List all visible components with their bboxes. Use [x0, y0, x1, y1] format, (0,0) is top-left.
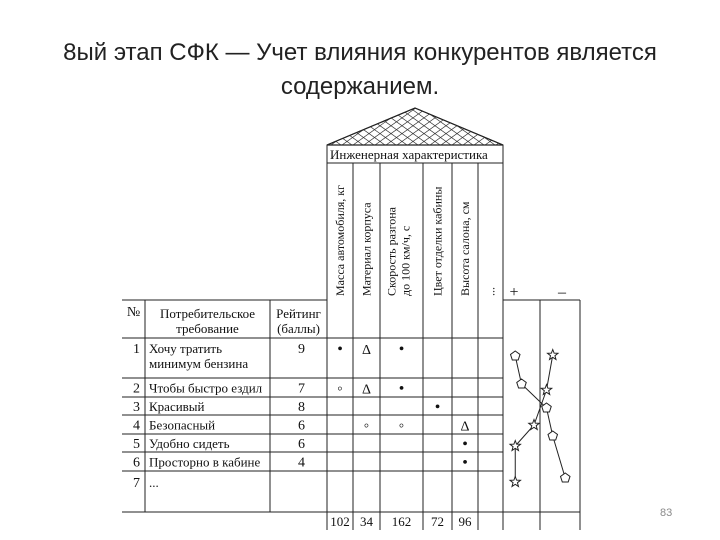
roof-hatch-line [256, 108, 308, 145]
roof-hatch-line [474, 108, 526, 145]
competitor-a-point [548, 431, 558, 440]
minus-label: – [558, 284, 566, 301]
col-no-header: № [126, 305, 141, 320]
roof-hatch-line [608, 108, 660, 145]
roof-hatch-line [597, 108, 649, 145]
roof-hatch-line [199, 108, 251, 145]
row-requirement: ... [149, 475, 159, 490]
relation-symbol: • [462, 436, 468, 453]
title-line-1: 8ый этап СФК — Учет влияния конкурентов является [63, 39, 657, 66]
row-requirement: Красивый [149, 399, 205, 414]
relation-symbol: • [398, 380, 405, 398]
col-rating-header: (баллы) [277, 321, 320, 336]
row-rating: 9 [298, 342, 305, 357]
col-rating-header: Рейтинг [276, 306, 321, 321]
row-number: 6 [133, 455, 140, 471]
relation-symbol: Δ [361, 382, 372, 398]
column-total: 162 [391, 514, 412, 529]
column-total: 102 [330, 514, 350, 529]
row-requirement: Безопасный [149, 417, 216, 433]
roof-hatch-line [564, 108, 616, 145]
roof-hatch-line [507, 108, 559, 145]
roof-hatch-line [531, 108, 583, 145]
competitor-a-point [510, 351, 520, 360]
roof-hatch-line [166, 108, 218, 145]
column-total: 34 [360, 514, 373, 529]
roof-hatch-line [221, 108, 273, 145]
row-requirement: Чтобы быстро ездил [149, 380, 263, 396]
roof-hatch-line [243, 108, 295, 145]
col-req-header: Потребительское [159, 306, 256, 321]
eng-col-label: до 100 км/ч, с [398, 225, 413, 296]
roof-hatch-line [210, 108, 262, 145]
roof-hatch-line [498, 108, 550, 145]
column-total: 72 [431, 514, 444, 529]
roof-hatch-line [509, 108, 561, 145]
column-total: 96 [458, 514, 472, 529]
eng-col-label: Материал корпуса [359, 202, 374, 296]
roof-hatch-line [289, 108, 341, 145]
roof-hatch-line [529, 108, 581, 145]
row-number: 7 [133, 476, 140, 491]
relation-symbol: ◦ [337, 380, 343, 398]
title-line-2: содержанием. [280, 73, 440, 100]
eng-header-text: Инженерная характеристика [330, 147, 488, 162]
competitor-b-point [510, 477, 520, 487]
roof-hatch-line [542, 108, 594, 145]
relation-symbol: Δ [361, 343, 372, 358]
row-number: 2 [133, 381, 140, 397]
roof-hatch-line [287, 108, 339, 145]
relation-symbol: • [337, 341, 343, 358]
relation-symbol: ◦ [363, 417, 370, 435]
roof-hatch-line [155, 108, 207, 145]
roof-hatch-line [311, 108, 363, 145]
row-requirement: Просторно в кабине [149, 454, 261, 470]
row-number: 4 [133, 418, 140, 434]
roof-hatch-line [245, 108, 297, 145]
roof-hatch-line [265, 108, 317, 145]
relation-symbol: ◦ [398, 417, 405, 435]
row-requirement: Удобно сидеть [149, 436, 230, 451]
roof-hatch-line [586, 108, 638, 145]
roof-hatch-line [540, 108, 592, 145]
roof-hatch-line [487, 108, 539, 145]
roof-hatch-line [254, 108, 306, 145]
roof-hatch-line [575, 108, 627, 145]
table-grid [122, 145, 580, 530]
roof-hatch-line [188, 108, 240, 145]
roof-hatch-line [551, 108, 603, 145]
competitor-b-point [541, 385, 551, 395]
roof-hatch-line [518, 108, 570, 145]
row-requirement: минимум бензина [149, 356, 249, 371]
competitor-b-point [529, 420, 539, 430]
eng-col-label: Цвет отделки кабины [430, 186, 445, 296]
roof-hatch-line [485, 108, 537, 145]
roof-hatch-line [553, 108, 605, 145]
row-rating: 4 [298, 455, 305, 471]
col-req-header: требование [176, 321, 239, 336]
roof-hatch-line [232, 108, 284, 145]
row-number: 3 [133, 400, 140, 415]
row-rating: 6 [298, 418, 305, 434]
relation-symbol: Δ [460, 419, 470, 435]
eng-col-label: ... [483, 287, 498, 296]
roof-hatch-line [619, 108, 671, 145]
row-requirement: Хочу тратить [149, 341, 223, 356]
slide-number: 83 [660, 507, 673, 519]
roof-hatch-line [267, 108, 319, 145]
roof-hatch-line [496, 108, 548, 145]
roof-hatch-line [276, 108, 328, 145]
competitor-b-point [548, 350, 558, 360]
roof-hatch-line [300, 108, 352, 145]
roof-hatch-line [520, 108, 572, 145]
eng-col-label: Масса автомобиля, кг [333, 184, 347, 296]
eng-col-label: Высота салона, см [458, 201, 472, 296]
relation-symbol: • [398, 341, 405, 358]
row-number: 5 [133, 437, 140, 452]
relation-symbol: • [462, 454, 468, 472]
plus-label: + [509, 284, 519, 301]
row-number: 1 [133, 342, 140, 357]
competitor-a-point [517, 379, 527, 388]
row-rating: 7 [298, 381, 305, 397]
relation-symbol: • [434, 399, 441, 416]
roof-hatch-line [234, 108, 286, 145]
row-rating: 8 [298, 400, 305, 415]
row-rating: 6 [298, 437, 305, 452]
correlation-roof [155, 108, 671, 145]
roof-hatch-line [223, 108, 275, 145]
competitor-a-point [560, 473, 570, 482]
roof-hatch-line [278, 108, 330, 145]
roof-hatch-line [177, 108, 229, 145]
eng-col-label: Скорость разгона [384, 206, 399, 296]
